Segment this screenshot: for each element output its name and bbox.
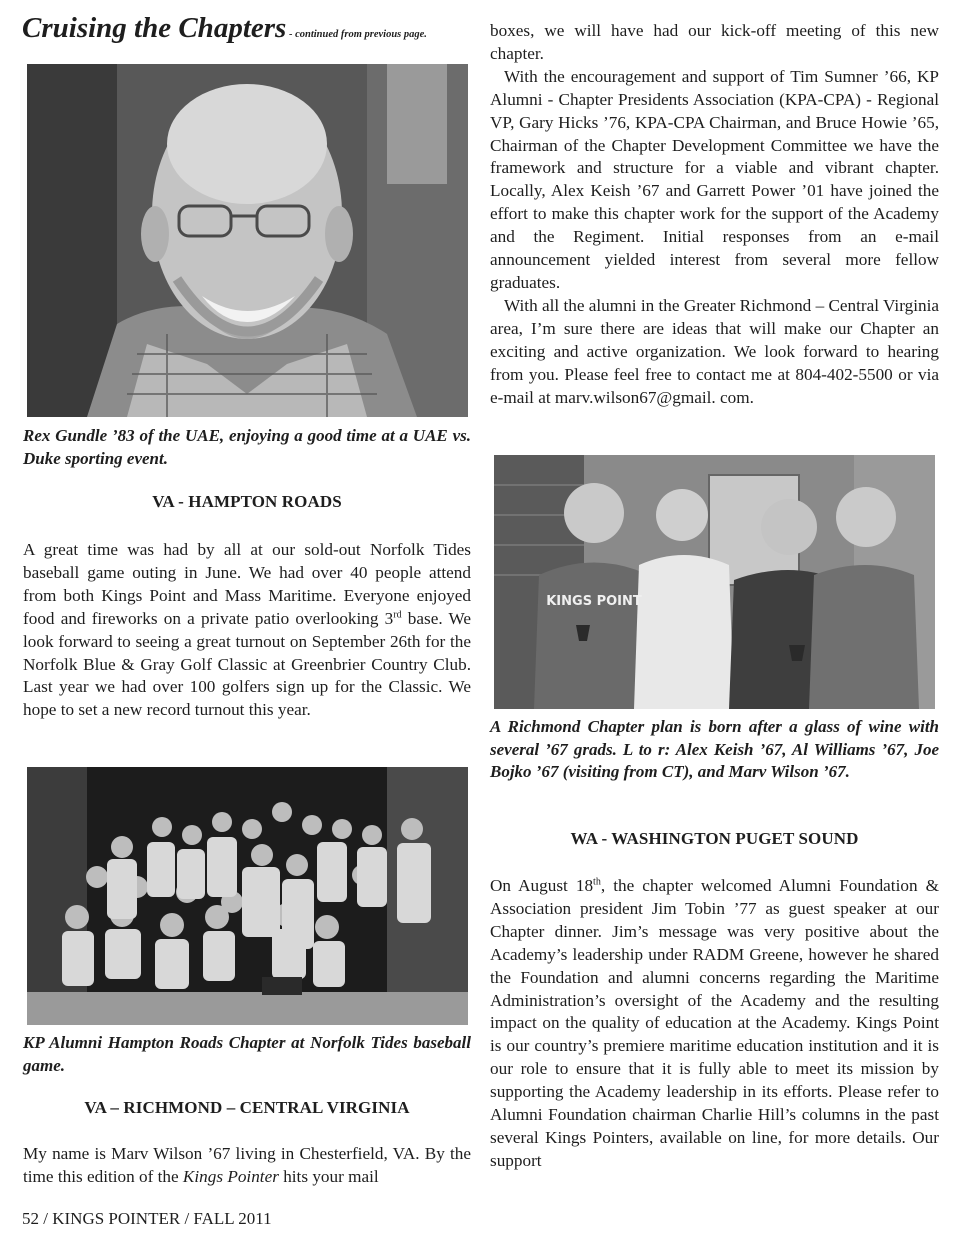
hampton-text-part-2: base. We look forward to seeing a great turnout on September 26th for the Norfolk Blue & Gray Golf Classic at Greenbrier Country Club. Last year we had over 100 golfers sign up for the Classic. We hope to set a new record turnout this year. xyxy=(23,608,471,720)
richmond-text-part-2: hits your mail xyxy=(278,1166,379,1186)
photo-hampton-roads-group xyxy=(27,767,468,1025)
richmond-paragraph-2: With the encouragement and support of Tim Sumner ’66, KP Alumni - Chapter Presidents Association (KPA-CPA) - Regional VP, Gary Hicks ’76, KPA-CPA Chairman, and Bruce Howie ’65, Chairman of the Chapter Development Committee we have the framework and structure for a viable and vibrant chapter. Locally, Alex Keish ’67 and Garrett Power ’01 have joined the effort to make this chapter work for the support of the Academy and the Regiment. Initial responses from an e-mail announcement yielded interest from several more fellow graduates. xyxy=(490,66,939,292)
page-header xyxy=(22,12,472,45)
article-hampton-roads xyxy=(23,539,471,722)
photo-caption-hampton-roads: KP Alumni Hampton Roads Chapter at Norfolk Tides baseball game. xyxy=(23,1033,471,1075)
publication-name: Kings Pointer xyxy=(182,1166,279,1186)
continued-note: - continued from previous page. xyxy=(286,29,427,40)
photo-rex-gundle xyxy=(27,64,468,417)
wa-text-superscript: th xyxy=(593,876,601,888)
richmond-paragraph-1: boxes, we will have had our kick-off meeting of this new chapter. xyxy=(490,21,939,63)
wa-text-part-2: , the chapter welcomed Alumni Foundation & Association president Jim Tobin ’77 as guest speaker at our Chapter dinner. Jim’s message was very positive about the Academy’s leadership under RADM Greene, however he shared the Foundation and alumni concerns regarding the Maritime Administration’s oversight of the Academy and the resulting impact on the quality of education at the Academy. Kings Point is our country’s premiere maritime education institution and it is our role to ensure that it is fully able to meet its mission by supporting the Academy leadership in its efforts. Please refer to Alumni Foundation chairman Charlie Hill’s columns in the past several Kings Pointers, available on line, for more details. Our support xyxy=(490,876,939,1170)
photo-caption-rex-gundle: Rex Gundle ’83 of the UAE, enjoying a good time at a UAE vs. Duke sporting event. xyxy=(23,426,471,468)
heading-va-richmond: VA – RICHMOND – CENTRAL VIRGINIA xyxy=(84,1098,410,1117)
photo-caption-richmond: A Richmond Chapter plan is born after a glass of wine with several ’67 grads. L to r: Alex Keish ’67, Al Williams ’67, Joe Bojko ’67 (visiting from CT), and Marv Wilson ’67. xyxy=(490,717,939,781)
page-folio: 52 / KINGS POINTER / FALL 2011 xyxy=(22,1209,272,1228)
richmond-paragraph-3: With all the alumni in the Greater Richmond – Central Virginia area, I’m sure there are ideas that will make our Chapter an exciting and active organization. We look forward to hearing from you. Please feel free to contact me at 804-402-5500 or via e-mail at marv.wilson67@gmail. com. xyxy=(490,295,939,407)
hampton-text-superscript: rd xyxy=(393,608,402,620)
shirt-lettering: KINGS POINT xyxy=(546,594,642,609)
heading-wa-puget-sound: WA - WASHINGTON PUGET SOUND xyxy=(570,829,859,848)
article-richmond-start xyxy=(23,1143,471,1189)
article-richmond-continued xyxy=(490,20,939,409)
photo-richmond-chapter xyxy=(494,455,935,709)
wa-text-part-1: On August 18 xyxy=(490,876,594,895)
article-puget-sound xyxy=(490,875,939,1173)
heading-va-hampton-roads: VA - HAMPTON ROADS xyxy=(152,492,342,511)
section-title: Cruising the Chapters xyxy=(22,12,287,44)
richmond-text-part-1: My name is Marv Wilson ’67 living in Chesterfield, VA. By the time this edition of the xyxy=(23,1144,471,1186)
hampton-text-part-1: A great time was had by all at our sold-out Norfolk Tides baseball game outing in June. We had over 40 people attend from both Kings Point and Mass Maritime. Everyone enjoyed food and fireworks on a private patio overlooking 3 xyxy=(23,540,471,628)
